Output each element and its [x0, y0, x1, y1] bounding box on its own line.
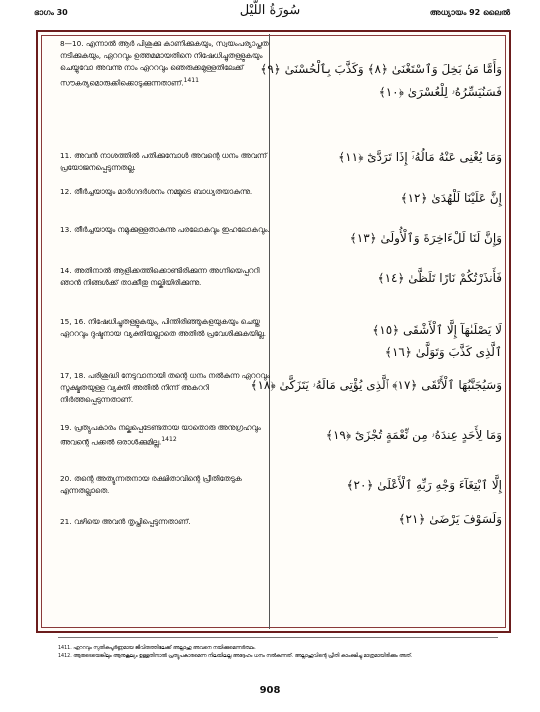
verse-number: 17, 18.	[60, 371, 86, 380]
footnote-rule	[58, 637, 498, 638]
verse-number: 12.	[60, 187, 72, 196]
verse-text: നിഷേധിച്ചുതള്ളുകയും, പിന്തിരിഞ്ഞുകളയുകയും ചെയ്ത ഏററവും ദുഷ്ടനായ വ്യക്തിയല്ലാതെ അതിൽ പ്രവേശിക്കുകയില്ല.	[60, 317, 267, 339]
juz-label: ഭാഗം 30	[34, 8, 68, 17]
arabic-line: وَأَمَّا مَنۢ بَخِلَ وَٱسْتَغْنَىٰ ﴿٨﴾ وَكَذَّبَ بِٱلْحُسْنَىٰ ﴿٩﴾	[260, 62, 502, 76]
arabic-line: فَسَنُيَسِّرُهُۥ لِلْعُسْرَىٰ ﴿١٠﴾	[378, 85, 502, 99]
verse-text: തീർച്ചയായും മാർഗദർശനം നമ്മുടെ ബാധ്യതയാകുന്നു.	[73, 187, 253, 196]
verse-15-16	[60, 316, 272, 340]
verse-number: 21.	[60, 517, 72, 526]
verse-21	[60, 516, 272, 528]
verse-number: 8—10.	[60, 39, 84, 48]
verse-11	[60, 150, 272, 174]
verse-number: 15, 16.	[60, 317, 86, 326]
arabic-line: لَا يَصْلَىٰهَآ إِلَّا ٱلْأَشْقَى ﴿١٥﴾	[372, 323, 502, 337]
arabic-line: إِلَّا ٱبْتِغَآءَ وَجْهِ رَبِّهِ ٱلْأَعْلَىٰ ﴿٢٠﴾	[346, 478, 502, 492]
verse-20	[60, 473, 272, 497]
arabic-line: وَمَا يُغْنِى عَنْهُ مَالُهُۥٓ إِذَا تَرَدَّىٰٓ ﴿١١﴾	[338, 150, 502, 164]
footnote-1411: 1411. ഏററവും സുതികപൂർണ്ണമായ ജീവിതത്തിലേക്ക് അല്ലാഹു അവനെ നയിക്കുമെന്നർത്ഥം.	[58, 646, 256, 651]
verse-text: പരിശുദ്ധി നേടുവാനായി തന്റെ ധനം നൽകുന്ന ഏററവും സൂക്ഷ്മതയുള്ള വ്യക്തി അതിൽ നിന്ന് അകററി നിർത്തപ്പെടുന്നതാണ്.	[60, 371, 270, 405]
verse-12	[60, 186, 272, 198]
footnote-ref: 1411	[183, 76, 199, 84]
footnote-ref: 1412	[161, 436, 177, 444]
verse-14	[60, 265, 272, 289]
verse-text: വഴിയെ അവൻ തൃപ്തിപ്പെടുന്നതാണ്.	[73, 517, 191, 526]
verse-text: പ്രത്യുപകാരം നല്കപ്പെടേണ്ടതായ യാതൊരു അനുഗ്രഹവും അവന്റെ പക്കൽ ഒരാൾക്കുമില്ല.	[60, 423, 261, 447]
verse-8-10	[60, 38, 272, 89]
verse-text: തന്റെ അത്യുന്നതനായ രക്ഷിതാവിന്റെ പ്രീതിതേടുക എന്നതല്ലാതെ.	[60, 474, 242, 496]
arabic-line: وَسَيُجَنَّبُهَا ٱلْأَتْقَى ﴿١٧﴾ ٱلَّذِى يُؤْتِى مَالَهُۥ يَتَزَكَّىٰ ﴿١٨﴾	[250, 378, 502, 392]
chapter-label: അധ്യായം 92 ലൈൽ	[429, 8, 510, 17]
page-number: 908	[259, 685, 281, 696]
arabic-line: ٱلَّذِى كَذَّبَ وَتَوَلَّىٰ ﴿١٦﴾	[384, 345, 502, 359]
verse-number: 14.	[60, 266, 72, 275]
verse-number: 19.	[60, 423, 72, 432]
arabic-line: وَإِنَّ لَنَا لَلْءَاخِرَةَ وَٱلْأُولَىٰ ﴿١٣﴾	[349, 231, 502, 245]
verse-number: 20.	[60, 474, 72, 483]
arabic-line: وَمَا لِأَحَدٍ عِندَهُۥ مِن نِّعْمَةٍ تُجْزَىٰٓ ﴿١٩﴾	[325, 428, 502, 442]
arabic-line: وَلَسَوْفَ يَرْضَىٰ ﴿٢١﴾	[398, 512, 502, 526]
arabic-line: إِنَّ عَلَيْنَا لَلْهُدَىٰ ﴿١٢﴾	[400, 191, 502, 205]
footnote-1412: 1412. ആരുടെയെങ്കിലും ആനുകൂല്യം ഉള്ളതിനാൽ പ്രത്യുപകാരമെന്ന നിലയിലല്ല അദ്ദേഹം ധനം നൽകുന്നത്. അല്ലാഹുവിന്റെ പ്രീതി കാംക്ഷിച്ചു മാത്രമായിരിക്കും അത്.	[58, 654, 413, 659]
verse-13	[60, 224, 272, 236]
verse-number: 13.	[60, 225, 72, 234]
arabic-line: فَأَنذَرْتُكُمْ نَارًا تَلَظَّىٰ ﴿١٤﴾	[377, 271, 502, 285]
verse-19	[60, 422, 272, 449]
verse-17-18	[60, 370, 272, 407]
verse-text: അവൻ നാശത്തിൽ പതിക്കുമ്പോൾ അവന്റെ ധനം അവന്ന് പ്രയോജനപ്പെടുന്നതല്ല.	[60, 151, 267, 173]
verse-number: 11.	[60, 151, 72, 160]
verse-text: എന്നാൽ ആർ പിശുക്കു കാണിക്കുകയും, സ്വയംപര്യാപ്തത നടിക്കുകയും, ഏററവും ഉത്തമമായതിനെ നിഷേധിച്ചുതള്ളുകയും ചെയ്യുവോ അവന്നു നാം ഏററവും ഞെരുക്കമുള്ളതിലേക്ക് സൗകര്യമൊരുക്കിക്കൊടുക്കുന്നതാണ്.	[60, 39, 269, 88]
verse-text: തീർച്ചയായും നമുക്കുള്ളതാകുന്നു പരലോകവും ഇഹലോകവും.	[73, 225, 270, 234]
verse-text: അതിനാൽ ആളിക്കത്തിക്കൊണ്ടിരിക്കുന്ന അഗ്നിയെപ്പററി ഞാൻ നിങ്ങൾക്ക് താക്കീതു നല്കിയിരിക്കുന്നു.	[60, 266, 260, 288]
surah-title: سُورَةُ اللَّيْل	[239, 3, 301, 18]
footnotes	[58, 645, 498, 661]
